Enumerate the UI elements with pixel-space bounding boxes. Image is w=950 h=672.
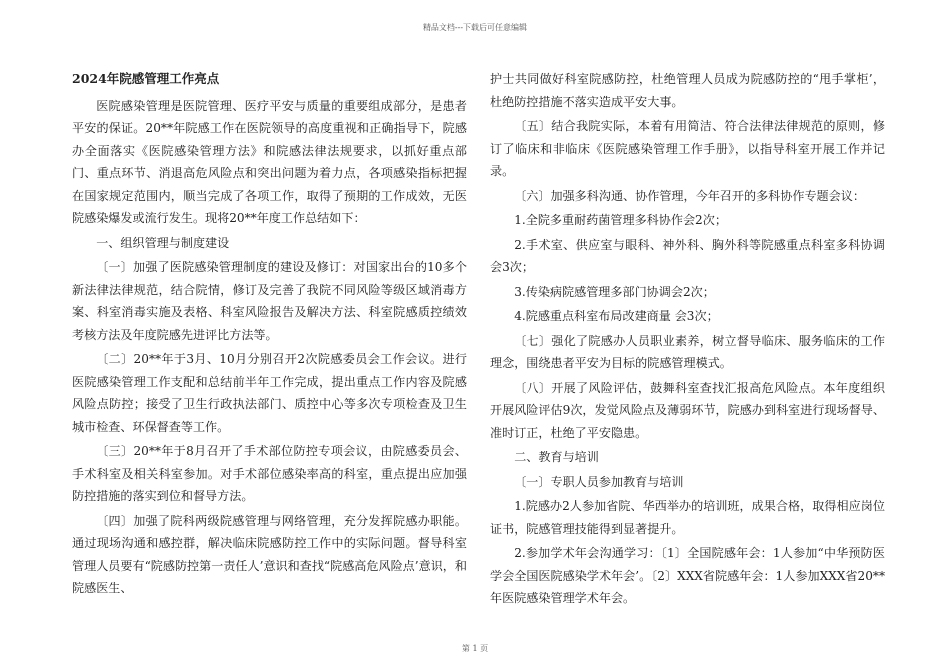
- paragraph: 医院感染管理是医院管理、医疗平安与质量的重要组成部分，是患者平安的保证。20**年院感工作在医院领导的高度重视和正确指导下，院感办全面落实《医院感染管理方法》和院感法律法规要求，以抓好重点部门、重点环节、消退高危风险点和突出问题为着力点，各项感染指标把握在国家规定范围内，顺当完成了各项工作，取得了预期的工作成效，无医院感染爆发或流行发生。现将20**年度工作总结如下：: [72, 98, 467, 225]
- list-item: 1.全院多重耐药菌管理多科协作会2次；: [514, 213, 727, 227]
- page-header: 精品文档---下载后可任意编辑: [422, 23, 528, 32]
- paragraph: 〔二〕20**年于3月、10月分别召开2次院感委员会工作会议。进行医院感染管理工作支配和总结前半年工作完成，提出重点工作内容及院感风险点防控；接受了卫生行政执法部门、质控中心等多次专项检查及卫生城市检查、环保督查等工作。: [72, 352, 467, 434]
- paragraph: 〔四〕加强了院科两级院感管理与网络管理，充分发挥院感办职能。通过现场沟通和感控群，解决临床院感防控工作中的实际问题。督导科室管理人员要有“院感防控第一责任人’意识和查找“院感高危风险点’意识，和院感医生、: [72, 513, 467, 595]
- left-column: [72, 68, 467, 602]
- paragraph: 〔六〕加强多科沟通、协作管理，今年召开的多科协作专题会议：: [514, 188, 865, 203]
- page-footer: 第 1 页: [461, 644, 489, 653]
- section-heading: 一、组织管理与制度建设: [96, 235, 230, 250]
- document-title: 2024年院感管理工作亮点: [72, 71, 220, 86]
- paragraph: 〔三〕20**年于8月召开了手术部位防控专项会议，由院感委员会、手术科室及相关科室参加。对手术部位感染率高的科室，重点提出应加强防控措施的落实到位和督导方法。: [72, 444, 467, 503]
- paragraph: 〔五〕结合我院实际，本着有用简洁、符合法律法律规范的原则，修订了临床和非临床《医院感染管理工作手册》，以指导科室开展工作并记录。: [490, 119, 885, 178]
- paragraph: 〔八〕开展了风险评估，鼓舞科室查找汇报高危风险点。本年度组织开展风险评估9次，发觉风险点及薄弱环节，院感办到科室进行现场督导、准时订正，杜绝了平安隐患。: [490, 380, 885, 440]
- list-item: 1.院感办2人参加省院、华西举办的培训班，成果合格，取得相应岗位证书，院感管理技能得到显著提升。: [490, 499, 885, 536]
- list-item: 2.手术室、供应室与眼科、神外科、胸外科等院感重点科室多科协调会3次；: [490, 237, 885, 274]
- list-item: 3.传染病院感管理多部门协调会2次；: [514, 284, 715, 299]
- list-item: 2.参加学术年会沟通学习：〔1〕全国院感年会：1人参加“中华预防医学会全国医院感染学术年会’。〔2〕XXX省院感年会：1人参加XXX省20**年医院感染管理学术年会。: [490, 546, 885, 605]
- paragraph: 护士共同做好科室院感防控，杜绝管理人员成为院感防控的“甩手掌柜’，杜绝防控措施不落实造成平安大事。: [490, 72, 885, 109]
- right-column: [490, 68, 885, 612]
- subsection-heading: 〔一〕专职人员参加教育与培训: [514, 474, 684, 489]
- paragraph: 〔一〕加强了医院感染管理制度的建设及修订：对国家出台的10多个新法律法律规范，结合院情，修订及完善了我院不同风险等级区域消毒方案、科室消毒实施及表格、科室风险报告及解决方法、科室院感质控绩效考核方法及年度院感先进评比方法等。: [72, 260, 467, 342]
- list-item: 4.院感重点科室布局改建商量 会3次；: [514, 309, 719, 323]
- paragraph: 〔七〕强化了院感办人员职业素养，树立督导临床、服务临床的工作理念，围绕患者平安为目标的院感管理模式。: [490, 333, 885, 370]
- section-heading: 二、教育与培训: [514, 450, 599, 464]
